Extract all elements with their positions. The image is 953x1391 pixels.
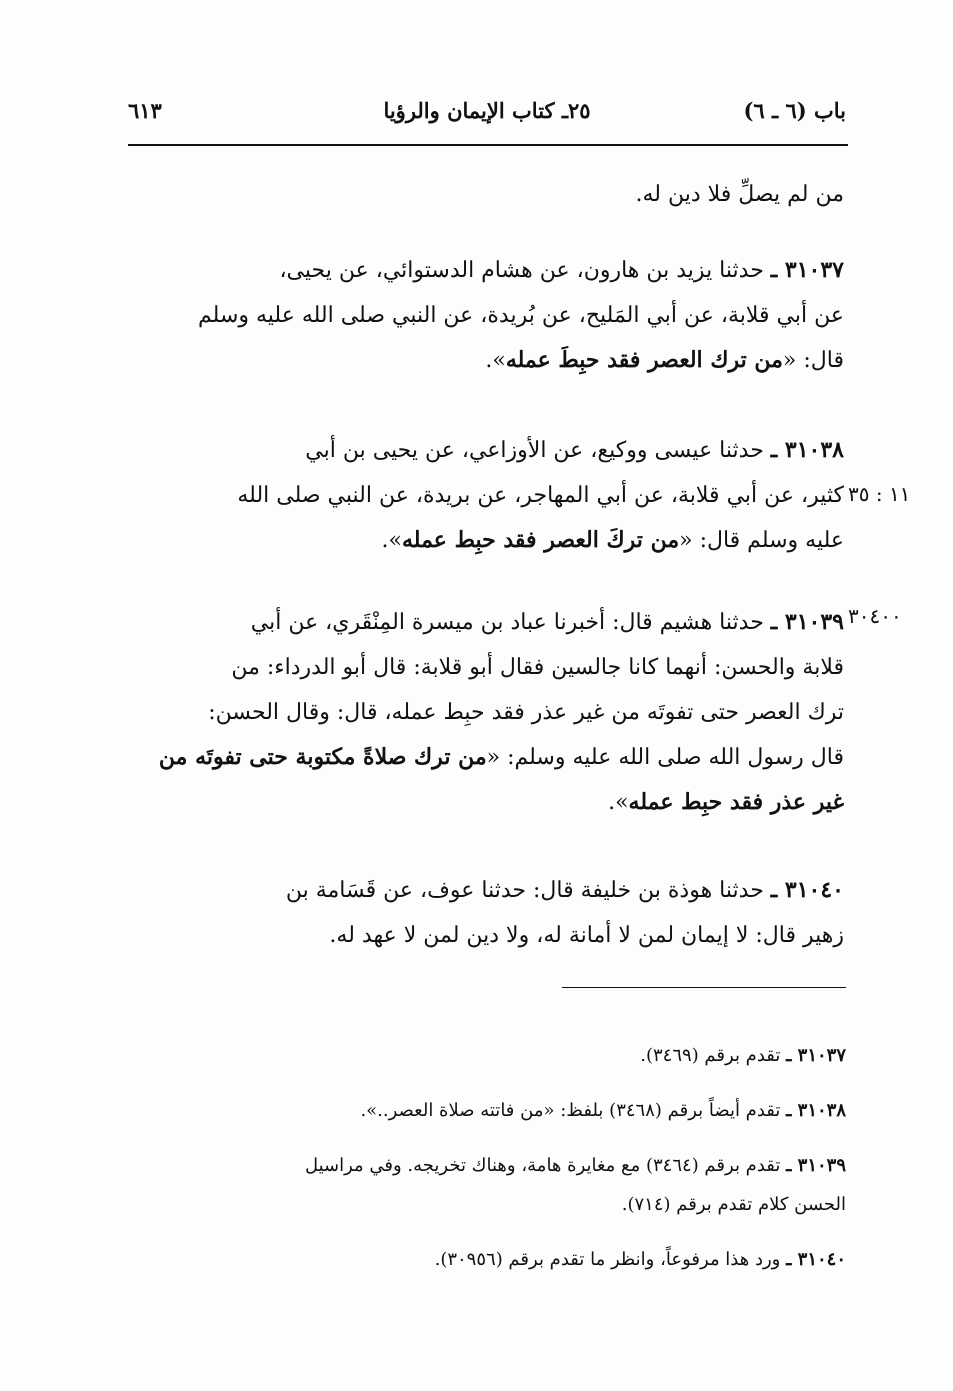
text-line xyxy=(132,293,844,338)
hadith-31038 xyxy=(132,428,844,563)
bold-text: غير عذر فقد حبِط عمله xyxy=(628,789,844,815)
hadith-31039 xyxy=(132,600,844,825)
bold-text: ٣١٠٤٠ ـ xyxy=(770,877,844,903)
hadith-31040 xyxy=(132,868,844,958)
bold-text: ٣١٠٤٠ ـ xyxy=(786,1249,846,1270)
text-run: ». xyxy=(608,790,629,815)
footnote-31040 xyxy=(132,1240,846,1279)
bold-text: ٣١٠٣٩ ـ xyxy=(786,1155,846,1176)
text-run: الحسن كلام تقدم برقم (٧١٤). xyxy=(621,1194,846,1215)
bold-text: من تركَ العصر فقد حبِط عمله xyxy=(402,527,680,553)
text-run: حدثنا عيسى ووكيع، عن الأوزاعي، عن يحيى بن أبي xyxy=(305,438,771,463)
text-line xyxy=(132,868,844,913)
text-run: حدثنا هشيم قال: أخبرنا عباد بن ميسرة المِنْقَري، عن أبي xyxy=(250,610,771,635)
footnote-line xyxy=(132,1146,846,1185)
bold-text: من ترك صلاةً مكتوبة حتى تفوتَه من xyxy=(158,744,487,770)
margin-note-number: ٣٠٤٠٠ xyxy=(848,604,902,628)
bold-text: ٣١٠٣٧ ـ xyxy=(770,257,844,283)
bold-text: ٣١٠٣٨ ـ xyxy=(786,1100,846,1121)
text-line xyxy=(132,913,844,958)
text-line xyxy=(132,428,844,473)
text-run: ترك العصر حتى تفوتَه من غير عذر فقد حبِط عمله، قال: وقال الحسن: xyxy=(208,700,844,725)
text-run: كثير، عن أبي قلابة، عن أبي المهاجر، عن بريدة، عن النبي صلى الله xyxy=(237,483,844,508)
running-header xyxy=(128,92,846,132)
footnote-line xyxy=(132,1185,846,1224)
chapter-label: باب (٦ ـ ٦) xyxy=(743,98,846,123)
footnote-rule xyxy=(562,987,846,988)
bold-text: ٣١٠٣٩ ـ xyxy=(770,609,844,635)
text-line xyxy=(132,338,844,383)
text-run: قال: « xyxy=(782,348,844,373)
bold-text: ٣١٠٣٧ ـ xyxy=(786,1045,846,1066)
text-line xyxy=(132,473,844,518)
text-run: تقدم برقم (٣٤٦٤) مع مغايرة هامة، وهناك تخريجه. وفي مراسيل xyxy=(304,1155,787,1176)
text-line xyxy=(132,248,844,293)
text-line xyxy=(132,600,844,645)
text-run: ». xyxy=(485,348,506,373)
book-title: ٢٥ـ كتاب الإيمان والرؤيا xyxy=(383,98,591,123)
margin-note-volume-page: ١١ : ٣٥ xyxy=(848,482,911,506)
text-line xyxy=(132,172,844,217)
text-line xyxy=(132,735,844,780)
footnote-31038 xyxy=(132,1091,846,1130)
text-run: قلابة والحسن: أنهما كانا جالسين فقال أبو قلابة: قال أبو الدرداء: من xyxy=(231,655,844,680)
text-run: تقدم برقم (٣٤٦٩). xyxy=(640,1045,787,1066)
header-rule xyxy=(128,144,848,146)
footnote-line xyxy=(132,1036,846,1075)
text-line xyxy=(132,780,844,825)
paragraph-intro xyxy=(132,172,844,217)
text-run: حدثنا هوذة بن خليفة قال: حدثنا عوف، عن قَسَامة بن xyxy=(285,878,771,903)
text-run: زهير قال: لا إيمان لمن لا أمانة له، ولا دين لمن لا عهد له. xyxy=(329,923,844,948)
text-run: ورد هذا مرفوعاً، وانظر ما تقدم برقم (٣٠٩٥٦). xyxy=(434,1249,787,1270)
text-run: ». xyxy=(381,528,402,553)
text-run: حدثنا يزيد بن هارون، عن هشام الدستوائي، عن يحيى، xyxy=(279,258,771,283)
footnote-line xyxy=(132,1091,846,1130)
bold-text: من ترك العصر فقد حبِطَ عمله xyxy=(505,347,783,373)
text-run: قال رسول الله صلى الله عليه وسلم: « xyxy=(486,745,844,770)
text-run: عليه وسلم قال: « xyxy=(679,528,844,553)
hadith-31037 xyxy=(132,248,844,383)
page-number: ٦١٣ xyxy=(128,98,162,123)
text-line xyxy=(132,690,844,735)
footnote-31039 xyxy=(132,1146,846,1224)
text-run: من لم يصلِّ فلا دين له. xyxy=(635,182,844,207)
text-run: عن أبي قلابة، عن أبي المَليح، عن بُريدة، عن النبي صلى الله عليه وسلم xyxy=(198,303,844,328)
text-line xyxy=(132,645,844,690)
footnote-31037 xyxy=(132,1036,846,1075)
footnote-line xyxy=(132,1240,846,1279)
text-line xyxy=(132,518,844,563)
bold-text: ٣١٠٣٨ ـ xyxy=(770,437,844,463)
text-run: تقدم أيضاً برقم (٣٤٦٨) بلفظ: «من فاتته صلاة العصر..». xyxy=(360,1100,787,1121)
